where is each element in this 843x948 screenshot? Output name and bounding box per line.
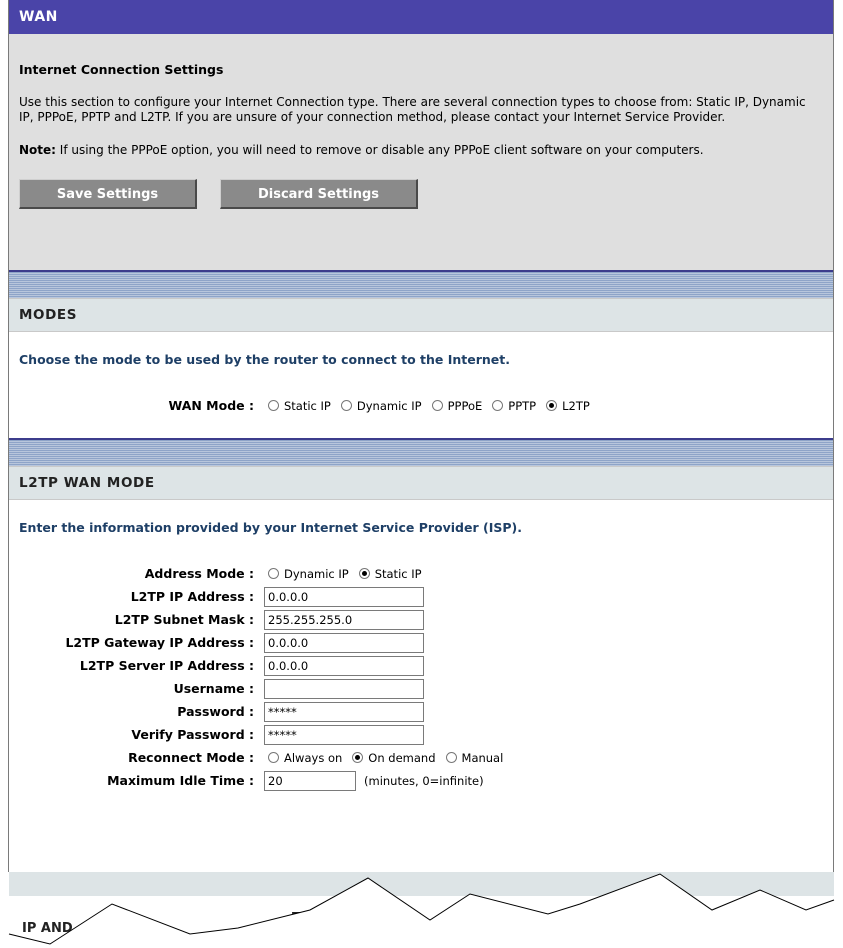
username-input[interactable] (264, 679, 424, 699)
modes-panel (9, 332, 833, 438)
l2tp-ip-row (19, 585, 823, 608)
save-settings-button[interactable]: Save Settings (19, 179, 197, 209)
address-mode-option-label: Dynamic IP (284, 566, 349, 581)
wan-mode-option-label: L2TP (562, 398, 590, 413)
verify-password-label: Verify Password : (131, 727, 254, 742)
username-row (19, 677, 823, 700)
wan-mode-label: WAN Mode : (168, 398, 254, 413)
wan-mode-radio-pptp[interactable] (492, 400, 503, 411)
reconnect-option-label: Manual (461, 750, 504, 765)
verify-password-input[interactable] (264, 725, 424, 745)
l2tp-gateway-input[interactable] (264, 633, 424, 653)
l2tp-ip-label: L2TP IP Address : (130, 589, 254, 604)
address-mode-radio-static[interactable] (359, 568, 370, 579)
idle-time-row (19, 769, 823, 792)
reconnect-mode-options (264, 751, 509, 765)
l2tp-intro: Enter the information provided by your Internet Service Provider (ISP). (19, 520, 522, 535)
l2tp-mask-input[interactable] (264, 610, 424, 630)
wan-buttons (19, 179, 823, 209)
reconnect-radio-manual[interactable] (446, 752, 457, 763)
wan-title: Internet Connection Settings (19, 62, 224, 77)
section-divider (9, 438, 833, 466)
wan-header: WAN (9, 0, 833, 34)
cut-section-header (9, 872, 834, 896)
reconnect-option-label: Always on (284, 750, 343, 765)
wan-panel (9, 34, 833, 270)
password-row (19, 700, 823, 723)
reconnect-option-label: On demand (368, 750, 436, 765)
l2tp-gateway-row (19, 631, 823, 654)
modes-intro: Choose the mode to be used by the router to connect to the Internet. (19, 352, 511, 367)
l2tp-gateway-label: L2TP Gateway IP Address : (65, 635, 254, 650)
l2tp-panel (9, 500, 833, 880)
wan-description: Use this section to configure your Internet Connection type. There are several connection types to choose from: Static IP, Dynamic IP, PPPoE, PPTP and L2TP. If you are unsure of your connection method, please contact your Internet Service Provider. (19, 95, 806, 124)
verify-password-row (19, 723, 823, 746)
wan-mode-radio-dynamic[interactable] (341, 400, 352, 411)
reconnect-mode-row (19, 746, 823, 769)
wan-mode-radio-l2tp[interactable] (546, 400, 557, 411)
idle-time-input[interactable] (264, 771, 356, 791)
address-mode-radio-dynamic[interactable] (268, 568, 279, 579)
reconnect-radio-on-demand[interactable] (352, 752, 363, 763)
section-divider (9, 270, 833, 298)
username-label: Username : (173, 681, 254, 696)
reconnect-radio-always-on[interactable] (268, 752, 279, 763)
wan-mode-option-label: PPPoE (447, 398, 483, 413)
address-mode-option-label: Static IP (374, 566, 422, 581)
address-mode-options (264, 567, 428, 581)
wan-mode-radio-static[interactable] (268, 400, 279, 411)
password-input[interactable] (264, 702, 424, 722)
modes-header: MODES (9, 298, 833, 332)
l2tp-ip-input[interactable] (264, 587, 424, 607)
l2tp-server-input[interactable] (264, 656, 424, 676)
idle-time-hint: (minutes, 0=infinite) (364, 773, 484, 788)
l2tp-header: L2TP WAN MODE (9, 466, 833, 500)
wan-mode-option-label: PPTP (508, 398, 537, 413)
wan-mode-row (19, 394, 823, 417)
wan-mode-radio-pppoe[interactable] (432, 400, 443, 411)
discard-settings-button[interactable]: Discard Settings (220, 179, 418, 209)
torn-page-edge (0, 872, 843, 948)
wan-mode-option-label: Static IP (284, 398, 331, 413)
address-mode-row (19, 562, 823, 585)
l2tp-server-label: L2TP Server IP Address : (79, 658, 254, 673)
l2tp-mask-label: L2TP Subnet Mask : (114, 612, 254, 627)
wan-mode-options (264, 399, 596, 413)
wan-note (19, 143, 823, 157)
reconnect-mode-label: Reconnect Mode : (128, 750, 254, 765)
cut-section-label-left: IP AND (22, 921, 73, 936)
idle-time-label: Maximum Idle Time : (107, 773, 254, 788)
l2tp-mask-row (19, 608, 823, 631)
address-mode-label: Address Mode : (144, 566, 254, 581)
password-label: Password : (177, 704, 254, 719)
note-text: If using the PPPoE option, you will need to remove or disable any PPPoE client software on your computers. (55, 143, 704, 157)
note-label: Note: (19, 143, 56, 157)
l2tp-server-row (19, 654, 823, 677)
page-frame (8, 0, 834, 948)
wan-mode-option-label: Dynamic IP (356, 398, 422, 413)
